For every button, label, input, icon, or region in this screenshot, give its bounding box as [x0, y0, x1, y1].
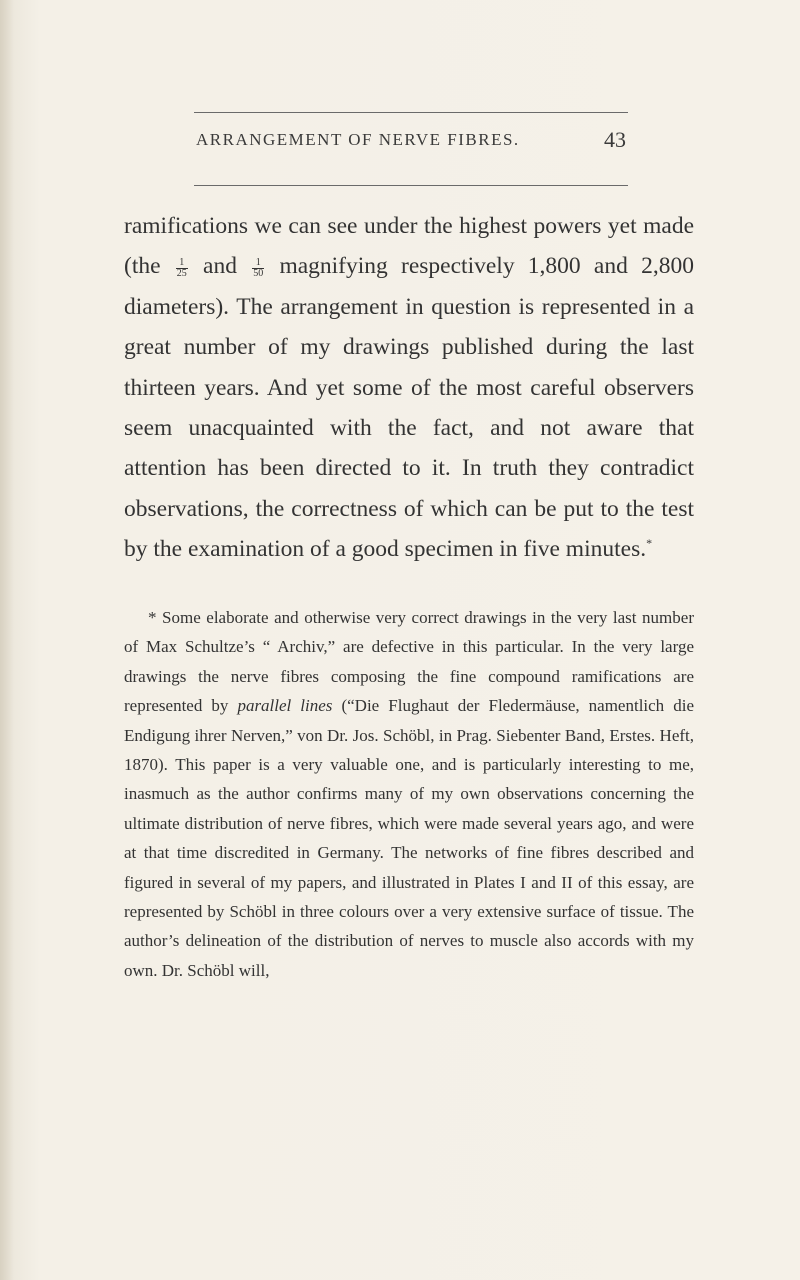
- body-text-and: and: [189, 253, 251, 280]
- footnote-text-start: Some elaborate and otherwise very correct drawings in the very last number of Max Schultze’s “ Archiv,” are defective in this particular. In the very large drawings the nerve fibres composing the fine compound ramifications are represented by: [124, 608, 694, 716]
- main-paragraph: [124, 206, 694, 570]
- page-number: 43: [604, 127, 626, 152]
- running-head: [194, 127, 628, 160]
- fraction-one-twenty-fifth: $\frac{1}{25}$: [176, 256, 187, 279]
- header-rule: [194, 185, 628, 186]
- page-gutter-shadow: [0, 0, 14, 1280]
- body-text-rest: magnifying respectively 1,800 and 2,800 diameters). The arrangement in question is represented in a great number of my drawings published during the last thirteen years. And yet some of the most careful observers seem unacquainted with the fact, and not aware that attention has been directed to it. In truth they contradict observations, the correctness of which can be put to the test by the examination of a good specimen in five minutes.: [124, 253, 694, 563]
- top-rule: [194, 112, 628, 113]
- footnote-text-rest: (“Die Flughaut der Fledermäuse, namentlich die Endigung ihrer Nerven,” von Dr. Jos. Schöbl, in Prag. Siebenter Band, Erstes. Heft, 1870). This paper is a very valuable one, and is particularly interesting to me, inasmuch as the author confirms many of my own observations concerning the ultimate distribution of nerve fibres, which were made several years ago, and were at that time discredited in Germany. The networks of fine fibres described and figured in several of my papers, and illustrated in Plates I and II of this essay, are represented by Schöbl in three colours over a very extensive surface of tissue. The author’s delineation of the distribution of nerves to muscle also accords with my own. Dr. Schöbl will,: [124, 696, 694, 980]
- fraction-one-fiftieth: $\frac{1}{50}$: [253, 256, 264, 279]
- footnote-reference: *: [646, 536, 653, 551]
- footnote-italic-phrase: parallel lines: [237, 696, 333, 716]
- running-head-title: ARRANGEMENT OF NERVE FIBRES.: [196, 130, 520, 149]
- footnote: [124, 603, 694, 985]
- footnote-mark: *: [148, 608, 157, 627]
- body-text-start: ramifications we can see under the highest powers yet made (the: [124, 213, 694, 280]
